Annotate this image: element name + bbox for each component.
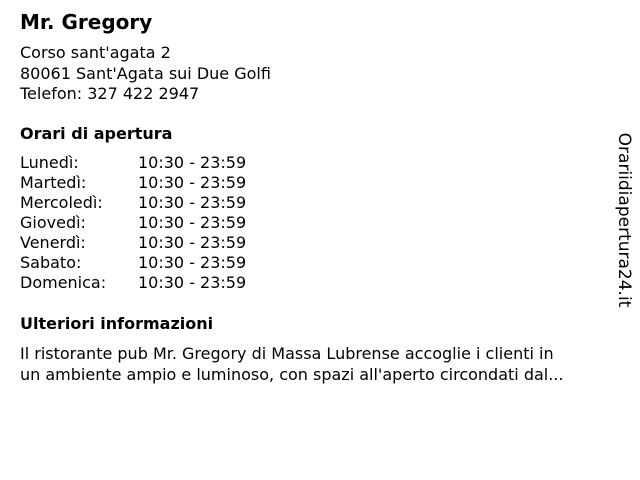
day-label: Mercoledì: — [20, 193, 103, 212]
time-range: 10:30 - 23:59 — [138, 273, 247, 292]
time-range: 10:30 - 23:59 — [138, 213, 247, 232]
address-street: Corso sant'agata 2 — [20, 43, 171, 62]
day-label: Lunedì: — [20, 153, 79, 172]
opening-hours-heading: Orari di apertura — [20, 124, 173, 143]
time-range: 10:30 - 23:59 — [138, 153, 247, 172]
description-text — [20, 344, 620, 385]
further-info-heading: Ulteriori informazioni — [20, 314, 214, 333]
time-range: 10:30 - 23:59 — [138, 233, 247, 252]
description-line: Il ristorante pub Mr. Gregory di Massa Lubrense accoglie i clienti in — [20, 344, 554, 363]
site-watermark: Orariidiapertura24.it — [614, 132, 634, 308]
address-city: 80061 Sant'Agata sui Due Golfi — [20, 63, 271, 83]
day-label: Domenica: — [20, 273, 107, 292]
time-range: 10:30 - 23:59 — [138, 193, 247, 212]
day-label: Giovedì: — [20, 213, 86, 232]
time-range: 10:30 - 23:59 — [138, 253, 247, 272]
day-label: Martedì: — [20, 173, 87, 192]
business-name: Mr. Gregory — [20, 10, 153, 34]
day-label: Venerdì: — [20, 233, 86, 252]
day-label: Sabato: — [20, 253, 82, 272]
phone-number: Telefon: 327 422 2947 — [20, 84, 200, 103]
address-block — [20, 43, 271, 105]
description-line: un ambiente ampio e luminoso, con spazi all'aperto circondati dal... — [20, 364, 564, 384]
time-range: 10:30 - 23:59 — [138, 173, 247, 192]
